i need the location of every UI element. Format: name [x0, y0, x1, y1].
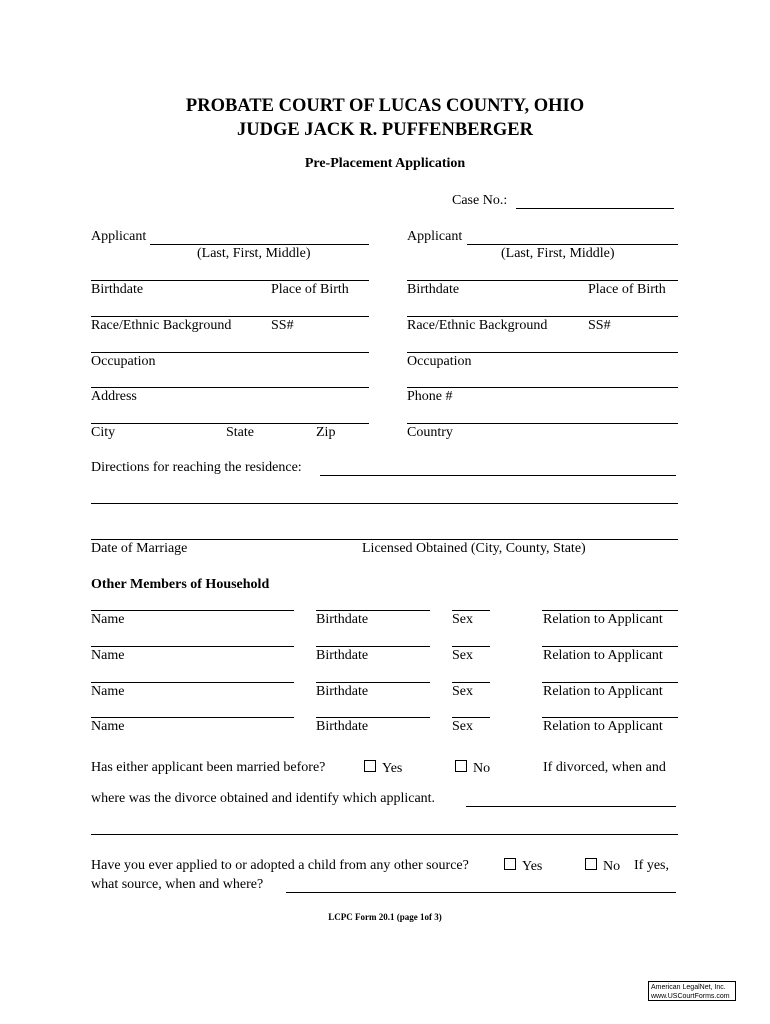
applicant-2-place-of-birth-label: Place of Birth: [588, 282, 666, 297]
member-3-birthdate-label: Birthdate: [316, 684, 369, 699]
married-before-no-option[interactable]: [455, 760, 490, 777]
member-3-sex-label: Sex: [452, 684, 473, 699]
member-3-sex-field[interactable]: [452, 682, 490, 683]
member-2-birthdate-field[interactable]: [316, 646, 430, 647]
judge-name: JUDGE JACK R. PUFFENBERGER: [236, 120, 533, 140]
married-before-no-checkbox[interactable]: [455, 760, 467, 772]
applied-before-no-option[interactable]: [585, 858, 620, 875]
case-no-field[interactable]: [516, 208, 674, 209]
phone-label: Phone #: [407, 389, 453, 404]
applied-before-yes-checkbox[interactable]: [504, 858, 516, 870]
applicant-1-birth-field[interactable]: [91, 280, 369, 281]
member-4-name-field[interactable]: [91, 717, 294, 718]
directions-field-3[interactable]: [91, 539, 678, 540]
applicant-1-place-of-birth-label: Place of Birth: [271, 282, 349, 297]
applicant-2-label: Applicant: [407, 229, 463, 244]
applicant-1-label: Applicant: [91, 229, 147, 244]
applicant-1-birthdate-label: Birthdate: [91, 282, 144, 297]
applicant-1-race-label: Race/Ethnic Background: [91, 318, 232, 333]
applicant-2-race-field[interactable]: [407, 316, 678, 317]
member-3-name-field[interactable]: [91, 682, 294, 683]
publisher-stamp: [648, 981, 736, 1001]
applied-before-question: Have you ever applied to or adopted a child from any other source?: [91, 858, 469, 873]
applied-before-yes-option[interactable]: [504, 858, 542, 875]
household-heading: Other Members of Household: [91, 577, 270, 592]
member-4-sex-field[interactable]: [452, 717, 490, 718]
country-field[interactable]: [407, 423, 678, 424]
applicant-1-occupation-field[interactable]: [91, 352, 369, 353]
divorce-details-field-1[interactable]: [466, 806, 676, 807]
member-2-relation-field[interactable]: [542, 646, 678, 647]
form-title: Pre-Placement Application: [304, 156, 466, 171]
member-1-sex-label: Sex: [452, 612, 473, 627]
member-3-relation-label: Relation to Applicant: [543, 684, 663, 699]
member-2-birthdate-label: Birthdate: [316, 648, 369, 663]
member-3-relation-field[interactable]: [542, 682, 678, 683]
member-1-birthdate-field[interactable]: [316, 610, 430, 611]
applicant-2-birthdate-label: Birthdate: [407, 282, 460, 297]
married-before-no-label: No: [473, 761, 491, 776]
applicant-2-occupation-label: Occupation: [407, 354, 472, 369]
member-1-name-label: Name: [91, 612, 125, 627]
city-state-zip-field[interactable]: [91, 423, 369, 424]
applicant-1-name-field[interactable]: [150, 244, 369, 245]
directions-label: Directions for reaching the residence:: [91, 460, 302, 475]
member-4-relation-field[interactable]: [542, 717, 678, 718]
applied-before-no-label: No: [603, 859, 621, 874]
applicant-2-ss-label: SS#: [588, 318, 611, 333]
applied-before-no-checkbox[interactable]: [585, 858, 597, 870]
form-footer: LCPC Form 20.1 (page 1of 3): [328, 912, 442, 922]
city-label: City: [91, 425, 116, 440]
zip-label: Zip: [316, 425, 336, 440]
member-1-birthdate-label: Birthdate: [316, 612, 369, 627]
date-of-marriage-label: Date of Marriage: [91, 541, 188, 556]
married-before-question: Has either applicant been married before?: [91, 760, 326, 775]
directions-field-1[interactable]: [320, 475, 676, 476]
member-3-name-label: Name: [91, 684, 125, 699]
member-2-sex-field[interactable]: [452, 646, 490, 647]
member-2-sex-label: Sex: [452, 648, 473, 663]
applicant-1-race-field[interactable]: [91, 316, 369, 317]
member-1-relation-field[interactable]: [542, 610, 678, 611]
address-field[interactable]: [91, 387, 369, 388]
member-2-name-field[interactable]: [91, 646, 294, 647]
applicant-2-name-field[interactable]: [467, 244, 678, 245]
applicant-1-name-hint: (Last, First, Middle): [197, 246, 311, 261]
member-2-name-label: Name: [91, 648, 125, 663]
member-4-relation-label: Relation to Applicant: [543, 719, 663, 734]
if-yes-label: If yes,: [634, 858, 669, 873]
licensed-obtained-label: Licensed Obtained (City, County, State): [362, 541, 586, 556]
member-4-sex-label: Sex: [452, 719, 473, 734]
court-title: PROBATE COURT OF LUCAS COUNTY, OHIO: [185, 96, 585, 116]
country-label: Country: [407, 425, 453, 440]
applicant-2-name-hint: (Last, First, Middle): [501, 246, 615, 261]
applied-before-continuation-text: what source, when and where?: [91, 877, 264, 892]
married-before-yes-option[interactable]: [364, 760, 402, 777]
divorce-details-field-2[interactable]: [91, 834, 678, 835]
stamp-line-1: American LegalNet, Inc.: [651, 984, 726, 991]
divorce-continuation-text: where was the divorce obtained and identify which applicant.: [91, 791, 436, 806]
applied-before-details-field[interactable]: [286, 892, 676, 893]
phone-field[interactable]: [407, 387, 678, 388]
member-1-sex-field[interactable]: [452, 610, 490, 611]
case-no-label: Case No.:: [452, 193, 508, 208]
directions-field-2[interactable]: [91, 503, 678, 504]
applicant-1-occupation-label: Occupation: [91, 354, 156, 369]
member-3-birthdate-field[interactable]: [316, 682, 430, 683]
member-1-relation-label: Relation to Applicant: [543, 612, 663, 627]
member-4-name-label: Name: [91, 719, 125, 734]
divorced-prompt: If divorced, when and: [543, 760, 666, 775]
member-2-relation-label: Relation to Applicant: [543, 648, 663, 663]
member-4-birthdate-field[interactable]: [316, 717, 430, 718]
married-before-yes-label: Yes: [382, 761, 403, 776]
applied-before-yes-label: Yes: [522, 859, 543, 874]
applicant-2-race-label: Race/Ethnic Background: [407, 318, 548, 333]
applicant-2-birth-field[interactable]: [407, 280, 678, 281]
address-label: Address: [91, 389, 137, 404]
married-before-yes-checkbox[interactable]: [364, 760, 376, 772]
member-4-birthdate-label: Birthdate: [316, 719, 369, 734]
applicant-1-ss-label: SS#: [271, 318, 294, 333]
stamp-line-2: www.USCourtForms.com: [651, 993, 730, 1000]
state-label: State: [226, 425, 254, 440]
applicant-2-occupation-field[interactable]: [407, 352, 678, 353]
member-1-name-field[interactable]: [91, 610, 294, 611]
